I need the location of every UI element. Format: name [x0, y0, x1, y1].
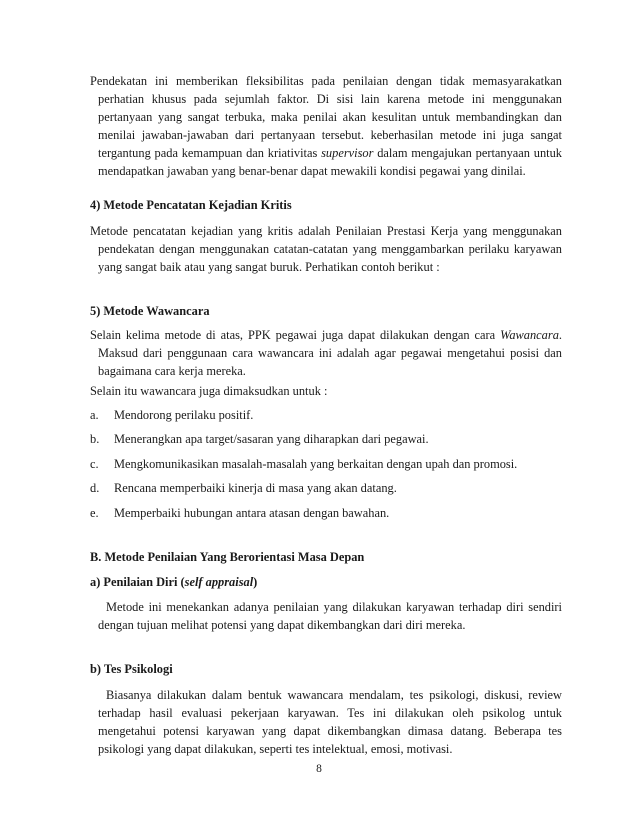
list-item: d. Rencana memperbaiki kinerja di masa yang akan datang. [90, 481, 397, 495]
paragraph-self-appraisal: Metode ini menekankan adanya penilaian yang dilakukan karyawan terhadap diri sendiri dengan tujuan melihat potensi yang dapat dikembangkan dari diri mereka. [98, 600, 562, 632]
heading-future-oriented-methods: B. Metode Penilaian Yang Berorientasi Masa Depan [90, 550, 365, 564]
list-item: b. Menerangkan apa target/sasaran yang diharapkan dari pegawai. [90, 432, 429, 446]
heading-psychology-test: b) Tes Psikologi [90, 662, 173, 676]
paragraph-interview: Selain kelima metode di atas, PPK pegawai juga dapat dilakukan dengan cara Wawancara. Maksud dari penggunaan cara wawancara ini adalah agar pegawai mengetahui posisi dan bagaimana cara kerja mereka. [90, 328, 562, 378]
list-item: a. Mendorong perilaku positif. [90, 408, 254, 422]
paragraph-flexibility: Pendekatan ini memberikan fleksibilitas pada penilaian dengan tidak memasyarakatkan perhatian khusus pada sejumlah faktor. Di sisi lain karena metode ini menggunakan pertanyaan yang sangat terbuka, maka penilai akan kesulitan untuk membandingkan dan menilai jawaban-jawaban dari pertanyaan tersebut. keberhasilan metode ini juga sangat tergantung pada kemampuan dan kriativitas supervisor dalam mengajukan pertanyaan untuk mendapatkan jawaban yang benar-benar dapat mewakili kondisi pegawai yang dinilai. [90, 74, 563, 178]
list-item: c. Mengkomunikasikan masalah-masalah yang berkaitan dengan upah dan promosi. [90, 457, 518, 471]
heading-self-appraisal: a) Penilaian Diri (self appraisal) [90, 575, 258, 589]
heading-critical-incident-method: 4) Metode Pencatatan Kejadian Kritis [90, 198, 292, 212]
paragraph-psychology-test: Biasanya dilakukan dalam bentuk wawancara mendalam, tes psikologi, diskusi, review terhadap hasil evaluasi pekerjaan karyawan. Tes ini dilakukan oleh psikolog untuk mengetahui potensi karyawan yang dapat dikembangkan dimasa datang. Beberapa tes psikologi yang dapat dilakukan, seperti tes intelektual, emosi, motivasi. [98, 688, 562, 756]
paragraph-critical-incident: Metode pencatatan kejadian yang kritis adalah Penilaian Prestasi Kerja yang menggunakan pendekatan dengan menggunakan catatan-catatan yang menggambarkan perilaku karyawan yang sangat baik atau yang sangat buruk. Perhatikan contoh berikut : [90, 224, 562, 274]
page-number: 8 [316, 763, 322, 775]
heading-interview-method: 5) Metode Wawancara [90, 304, 210, 318]
list-item: e. Memperbaiki hubungan antara atasan dengan bawahan. [90, 506, 390, 520]
paragraph-interview-purpose: Selain itu wawancara juga dimaksudkan untuk : [90, 384, 328, 398]
